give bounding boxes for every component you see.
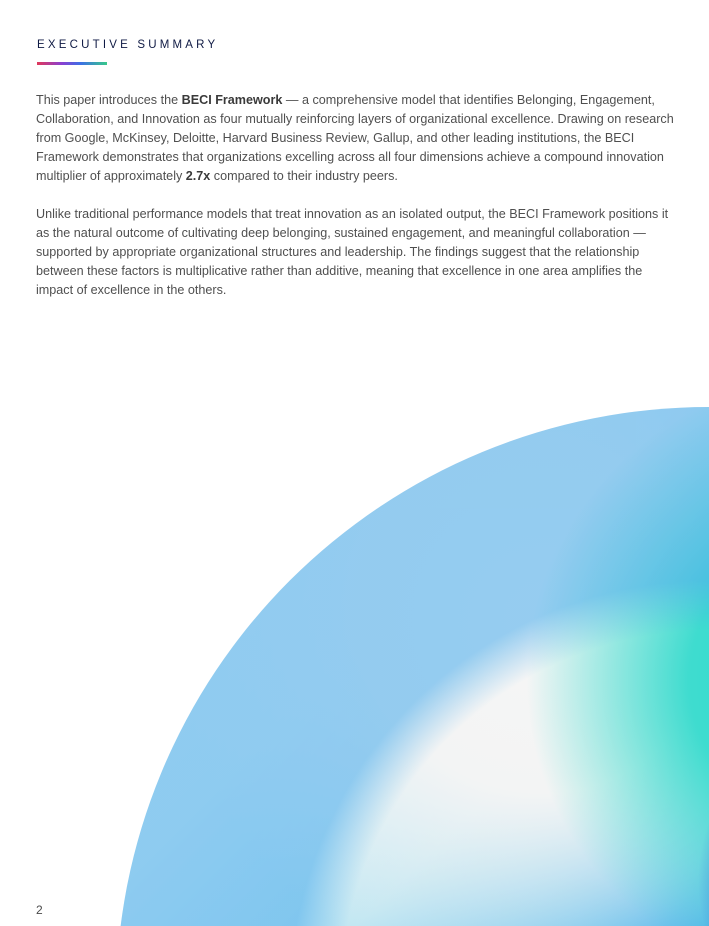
- decorative-gradient-orb: [116, 407, 709, 926]
- p1-text-a: This paper introduces the: [36, 93, 182, 107]
- section-title: EXECUTIVE SUMMARY: [37, 39, 219, 51]
- innovation-multiplier-value: 2.7x: [185, 169, 211, 183]
- beci-framework-term: BECI Framework: [181, 93, 283, 107]
- title-underline-rule: [37, 62, 107, 65]
- p1-text-c: compared to their industry peers.: [210, 169, 398, 183]
- summary-paragraph-1: [36, 91, 676, 186]
- page-number: 2: [36, 903, 43, 917]
- p1-text-b: — a comprehensive model that identifies Belonging, Engagement, Collaboration, and Innovation as four mutually reinforcing layers of organizational excellence. Drawing on research from Google, McKinsey, Deloitte, Harvard Business Review, Gallup, and other leading institutions, the BECI Framework demonstrates that organizations excelling across all four dimensions achieve a compound innovation multiplier of approximately: [36, 93, 674, 183]
- summary-paragraph-2: Unlike traditional performance models that treat innovation as an isolated output, the BECI Framework positions it as the natural outcome of cultivating deep belonging, sustained engagement, and meaningful collaboration — supported by appropriate organizational structures and leadership. The findings suggest that the relationship between these factors is multiplicative rather than additive, meaning that excellence in one area amplifies the impact of excellence in the others.: [36, 207, 669, 297]
- summary-body: [36, 91, 676, 319]
